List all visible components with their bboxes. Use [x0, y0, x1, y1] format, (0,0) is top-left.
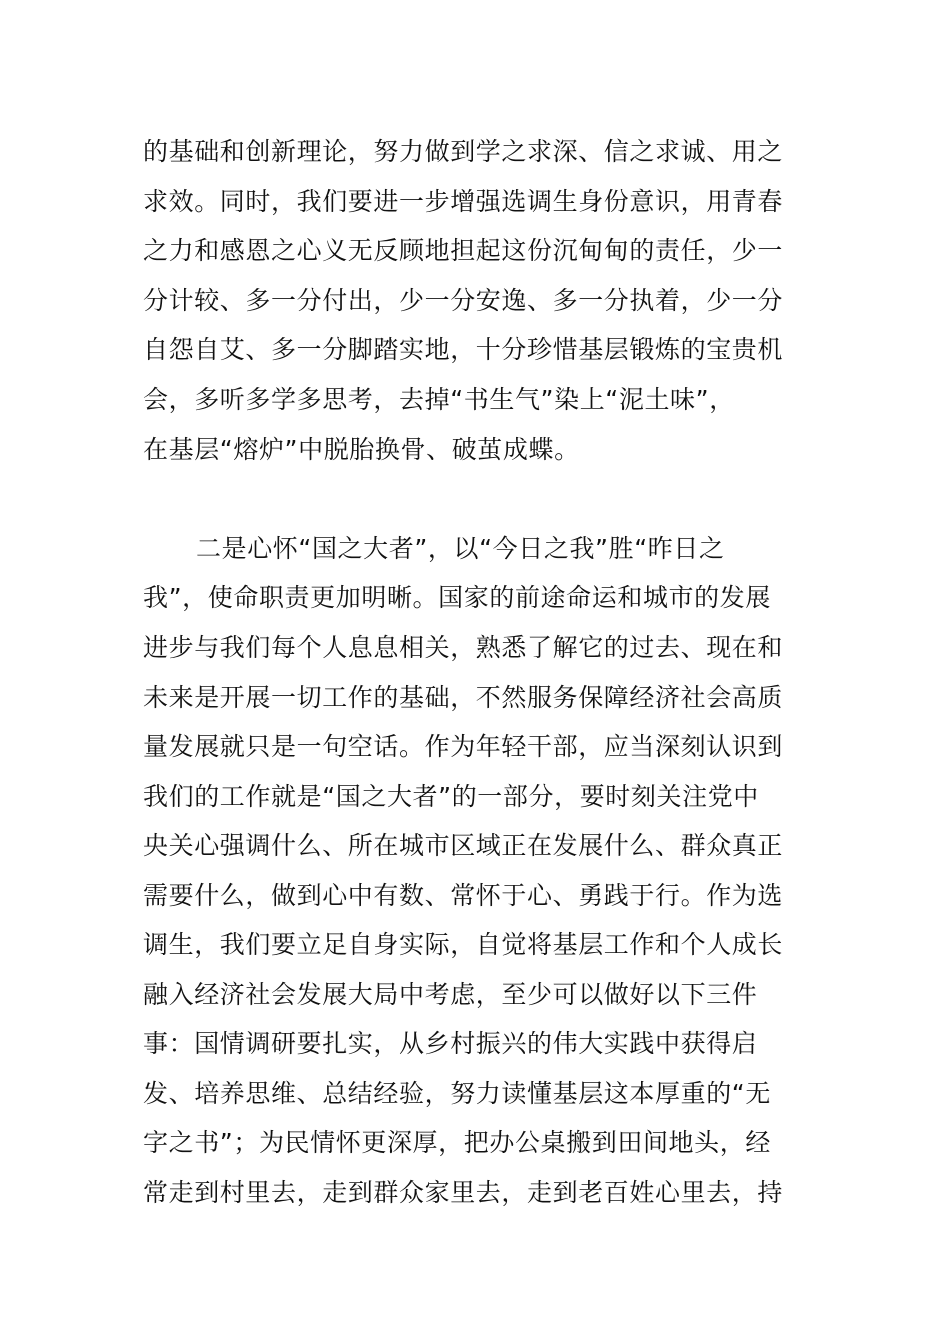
- text-line: 事：国情调研要扎实，从乡村振兴的伟大实践中获得启: [143, 1029, 758, 1058]
- text-line: 之力和感恩之心义无反顾地担起这份沉甸甸的责任，少一: [143, 236, 784, 265]
- text-line: 常走到村里去，走到群众家里去，走到老百姓心里去，持: [143, 1178, 784, 1207]
- text-line: 融入经济社会发展大局中考虑，至少可以做好以下三件: [143, 980, 758, 1009]
- text-line: 求效。同时，我们要进一步增强选调生身份意识，用青春: [143, 187, 784, 216]
- text-line: 自怨自艾、多一分脚踏实地，十分珍惜基层锻炼的宝贵机: [143, 335, 784, 364]
- text-line: 在基层“熔炉”中脱胎换骨、破茧成蝶。: [143, 435, 580, 464]
- text-line: 分计较、多一分付出，少一分安逸、多一分执着，少一分: [143, 286, 784, 315]
- text-line: 量发展就只是一句空话。作为年轻干部，应当深刻认识到: [143, 732, 784, 761]
- text-line: 未来是开展一切工作的基础，不然服务保障经济社会高质: [143, 683, 784, 712]
- text-line: 的基础和创新理论，努力做到学之求深、信之求诚、用之: [143, 137, 784, 166]
- text-line: 字之书”；为民情怀更深厚，把办公桌搬到田间地头，经: [143, 1128, 771, 1157]
- text-line: 我们的工作就是“国之大者”的一部分，要时刻关注党中: [143, 782, 759, 811]
- text-line: 我”，使命职责更加明晰。国家的前途命运和城市的发展: [143, 583, 771, 612]
- text-line: 进步与我们每个人息息相关，熟悉了解它的过去、现在和: [143, 633, 784, 662]
- text-line: 会，多听多学多思考，去掉“书生气”染上“泥土味”，: [143, 385, 735, 414]
- text-line-indented: 二是心怀“国之大者”，以“今日之我”胜“昨日之: [196, 534, 725, 563]
- text-line: 调生，我们要立足自身实际，自觉将基层工作和个人成长: [143, 930, 784, 959]
- text-line: 央关心强调什么、所在城市区域正在发展什么、群众真正: [143, 831, 784, 860]
- text-line: 需要什么，做到心中有数、常怀于心、勇践于行。作为选: [143, 881, 784, 910]
- text-line: 发、培养思维、总结经验，努力读懂基层这本厚重的“无: [143, 1079, 771, 1108]
